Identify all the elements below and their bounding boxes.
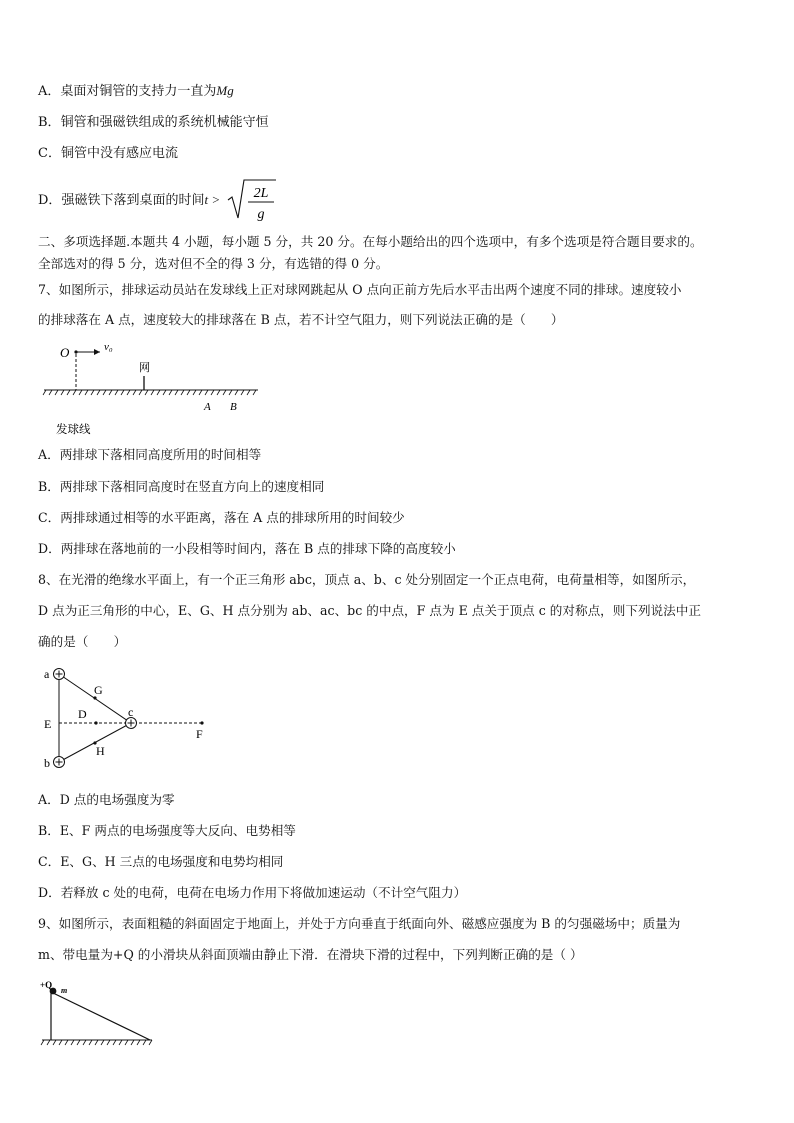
- q8-stem-line2: D 点为正三角形的中心，E、G、H 点分别为 ab、ac、bc 的中点，F 点为 E 点关于顶点 c 的对称点，则下列说法中正: [38, 603, 701, 618]
- q8-stem-line3: 确的是（ ）: [38, 634, 127, 649]
- q8-option-c: C．E、G、H 三点的电场强度和电势均相同: [38, 854, 284, 869]
- fraction-numerator: 2L: [253, 186, 269, 201]
- q6-option-c: [38, 145, 764, 163]
- q8-option-d: D．若释放 c 处的电荷，电荷在电场力作用下将做加速运动（不计空气阻力）: [38, 885, 467, 900]
- q9-stem-line2: m、带电量为+Q 的小滑块从斜面顶端由静止下滑．在滑块下滑的过程中，下列判断正确的是（ ）: [38, 947, 583, 962]
- option-text: 桌面对铜管的支持力一直为: [60, 84, 217, 99]
- label-h: H: [96, 744, 105, 758]
- ground-hatching: [43, 390, 256, 395]
- label-g: G: [94, 683, 103, 697]
- option-label: B．: [38, 115, 61, 130]
- section-instructions: 全部选对的得 5 分，选对但不全的得 3 分，有选错的得 0 分。: [38, 256, 389, 271]
- option-text: 铜管中没有感应电流: [60, 146, 178, 161]
- sqrt-formula: [226, 178, 286, 224]
- option-text: 铜管和强磁铁组成的系统机械能守恒: [60, 115, 269, 130]
- q7-stem-line2: 的排球落在 A 点，速度较大的排球落在 B 点，若不计空气阻力，则下列说法正确的是（ ）: [38, 312, 564, 327]
- q7-stem-line1: 7、如图所示，排球运动员站在发球线上正对球网跳起从 O 点向正前方先后水平击出两个速度不同的排球。速度较小: [38, 282, 682, 297]
- incline-slope: [51, 992, 150, 1040]
- mass-label: m: [61, 986, 68, 995]
- q7-volleyball-figure: [38, 338, 268, 438]
- q6-option-d: [38, 191, 764, 210]
- q8-option-b: B．E、F 两点的电场强度等大反向、电势相等: [38, 823, 296, 838]
- section-heading: 二、多项选择题.本题共 4 小题，每小题 5 分，共 20 分。在每小题给出的四个选项中，有多个选项是符合题目要求的。: [38, 234, 703, 249]
- q7-option-c: C．两排球通过相等的水平距离，落在 A 点的排球所用的时间较少: [38, 510, 405, 525]
- label-f: F: [196, 727, 203, 741]
- q9-incline-figure: [38, 978, 158, 1048]
- net-label: 网: [139, 362, 150, 374]
- option-label: D．: [38, 193, 62, 208]
- charge-a: [54, 669, 65, 680]
- point-o-label: O: [60, 345, 70, 360]
- q8-triangle-figure: [38, 662, 218, 772]
- velocity-label: v₀: [104, 341, 113, 353]
- math-var: Mg: [216, 83, 234, 98]
- serve-line-label: 发球线: [56, 424, 91, 436]
- q7-option-a: A．两排球下落相同高度所用的时间相等: [38, 447, 262, 462]
- q7-option-b: B．两排球下落相同高度时在竖直方向上的速度相同: [38, 479, 325, 494]
- charge-b: [54, 757, 65, 768]
- arrow-head: [94, 349, 100, 355]
- option-label: C．: [38, 146, 61, 161]
- fraction-denominator: g: [257, 207, 265, 222]
- point-a-label: A: [204, 401, 211, 413]
- point-f: [200, 721, 203, 724]
- q8-stem-line1: 8、在光滑的绝缘水平面上，有一个正三角形 abc，顶点 a、b、c 处分别固定一个正点电荷，电荷量相等，如图所示，: [38, 572, 696, 587]
- label-a: a: [44, 667, 50, 681]
- charge-label: +Q: [40, 980, 53, 990]
- q9-stem-line1: 9、如图所示，表面粗糙的斜面固定于地面上，并处于方向垂直于纸面向外、磁感应强度为 B 的匀强磁场中；质量为: [38, 916, 681, 931]
- label-c: c: [128, 705, 134, 719]
- label-b: b: [44, 756, 50, 770]
- point-b-label: B: [230, 401, 237, 413]
- q8-option-a: A．D 点的电场强度为零: [38, 792, 175, 807]
- charge-c: [126, 718, 137, 729]
- math-operator: >: [212, 192, 220, 207]
- q6-option-a: [38, 82, 764, 101]
- label-e: E: [44, 717, 52, 731]
- math-var: t: [204, 192, 209, 207]
- q7-option-d: D．两排球在落地前的一小段相等时间内，落在 B 点的排球下降的高度较小: [38, 541, 456, 556]
- option-text: 强磁铁下落到桌面的时间: [61, 193, 205, 208]
- ground-hatching: [41, 1040, 152, 1045]
- point-d: [94, 721, 97, 724]
- q6-option-b: [38, 114, 764, 132]
- label-d: D: [78, 707, 87, 721]
- option-label: A．: [38, 84, 61, 99]
